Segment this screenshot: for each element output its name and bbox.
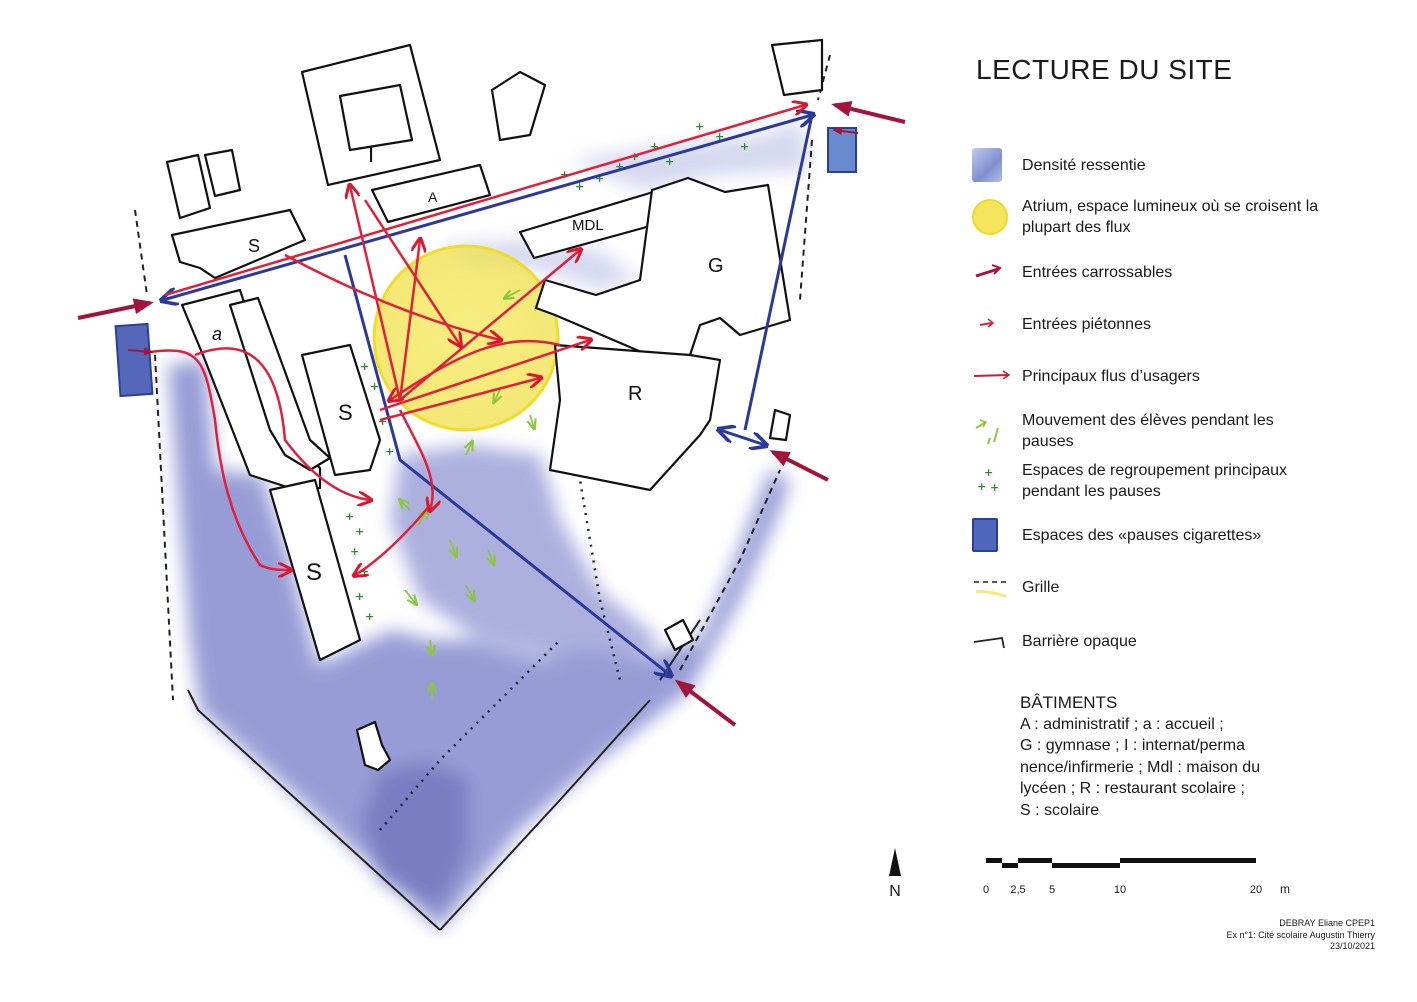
legend-item-smoking [972,518,1322,552]
smoking-area-swatch-icon [972,518,998,552]
scale-tick: 10 [1113,884,1127,896]
user-flow-arrow-icon [972,366,1012,386]
label-A: A [428,189,438,205]
gathering-crosses-icon [972,464,1012,498]
north-arrow-icon [885,848,905,878]
svg-text:+: + [615,160,625,173]
legend-item-user-flow [972,359,1322,393]
svg-text:+: + [355,525,365,538]
legend-label: Principaux flus d’usagers [1022,367,1200,385]
svg-text:+: + [665,155,675,168]
svg-text:+: + [365,610,375,623]
buildings-key [1020,692,1310,821]
opaque-barrier-line-icon [972,626,1012,656]
scale-unit: m [1280,882,1290,896]
buildings-key-line: nence/infirmerie ; Mdl : maison du [1020,758,1261,776]
svg-text:+: + [695,120,705,133]
legend-item-student-movement [972,410,1322,452]
north-label: N [889,883,901,900]
svg-text:+: + [345,510,355,523]
legend-item-density [972,148,1322,182]
density-swatch-icon [972,148,1002,182]
page-title: LECTURE DU SITE [976,54,1233,85]
atrium-circle-icon [972,199,1008,235]
scale-tick: 2,5 [1010,884,1026,896]
smoking-area-east [828,128,856,172]
buildings-key-line: lycéen ; R : restaurant scolaire ; [1020,780,1245,797]
legend-label: Mouvement des élèves pendant les pauses [1022,412,1274,450]
svg-text:+: + [977,480,987,493]
legend-item-pedestrian-entry [972,307,1322,341]
svg-text:+: + [715,130,725,143]
north-arrow [880,848,910,901]
legend-label: Entrées carrossables [1022,263,1173,281]
label-S-bottom: S [306,559,323,586]
credits-date: 23/10/2021 [1329,941,1375,951]
buildings-key-line: A : administratif ; a : accueil ; [1020,715,1224,733]
legend-label: Espaces des «pauses cigarettes» [1022,526,1262,544]
legend-label: Atrium, espace lumineux où se croisent la plupart des flux [1022,198,1319,236]
svg-text:+: + [385,445,395,458]
buildings-key-line: S : scolaire [1020,801,1100,819]
legend-item-vehicle-entry [972,255,1322,289]
svg-text:+: + [370,380,380,393]
building-right-top-small [772,40,822,95]
credits-exercise: Ex n°1: Cité scolaire Augustin Thierry [1226,929,1375,940]
legend-item-fence [972,570,1322,604]
smoking-area-west [116,324,153,396]
legend-label: Espaces de regroupement principaux pendant les pauses [1022,462,1288,500]
legend-label: Entrées piétonnes [1022,315,1151,333]
label-S-top: S [248,236,261,256]
label-a: a [212,324,223,344]
svg-text:+: + [378,415,388,428]
buildings-key-title: BÂTIMENTS [1020,693,1118,712]
legend-label: Barrière opaque [1022,632,1137,650]
svg-text:+: + [595,172,605,185]
building-top-left [167,155,210,218]
pedestrian-entry-arrow-icon [972,314,1006,334]
svg-text:+: + [630,150,640,163]
student-movement-arrows-icon [972,414,1012,448]
label-I: I [368,142,375,167]
legend-item-gathering [972,460,1322,502]
scale-bar-graphic [980,854,1270,874]
label-MDL: MDL [572,217,604,234]
label-S-mid: S [338,400,353,425]
building-R [550,345,720,490]
svg-text:+: + [360,565,370,578]
legend-label: Grille [1022,578,1060,596]
legend-item-barrier [972,624,1322,658]
vehicle-entry-arrow-icon [972,262,1006,282]
legend-label: Densité ressentie [1022,156,1146,174]
fence-line-icon [972,572,1012,602]
scale-tick: 20 [1249,884,1263,896]
building-S-top [172,210,305,278]
svg-text:+: + [355,590,365,603]
scale-tick: 0 [982,884,990,896]
legend-item-atrium [972,196,1322,238]
scale-tick: 5 [1048,884,1056,896]
credits [1227,918,1376,953]
svg-text:+: + [575,180,585,193]
svg-text:+: + [350,545,360,558]
svg-text:+: + [740,140,750,153]
svg-text:+: + [360,360,370,373]
building-right-small [770,410,790,440]
building-right-top [492,72,545,140]
label-R: R [628,383,643,405]
label-G: G [708,255,724,277]
svg-text:+: + [650,140,660,153]
scale-bar [980,854,1300,904]
credits-author: DEBRAY Eliane CPEP1 [1279,918,1375,928]
svg-text:+: + [984,466,994,479]
buildings-key-line: G : gymnase ; I : internat/perma [1020,737,1245,754]
svg-text:+: + [560,168,570,181]
svg-text:+: + [990,481,1000,494]
